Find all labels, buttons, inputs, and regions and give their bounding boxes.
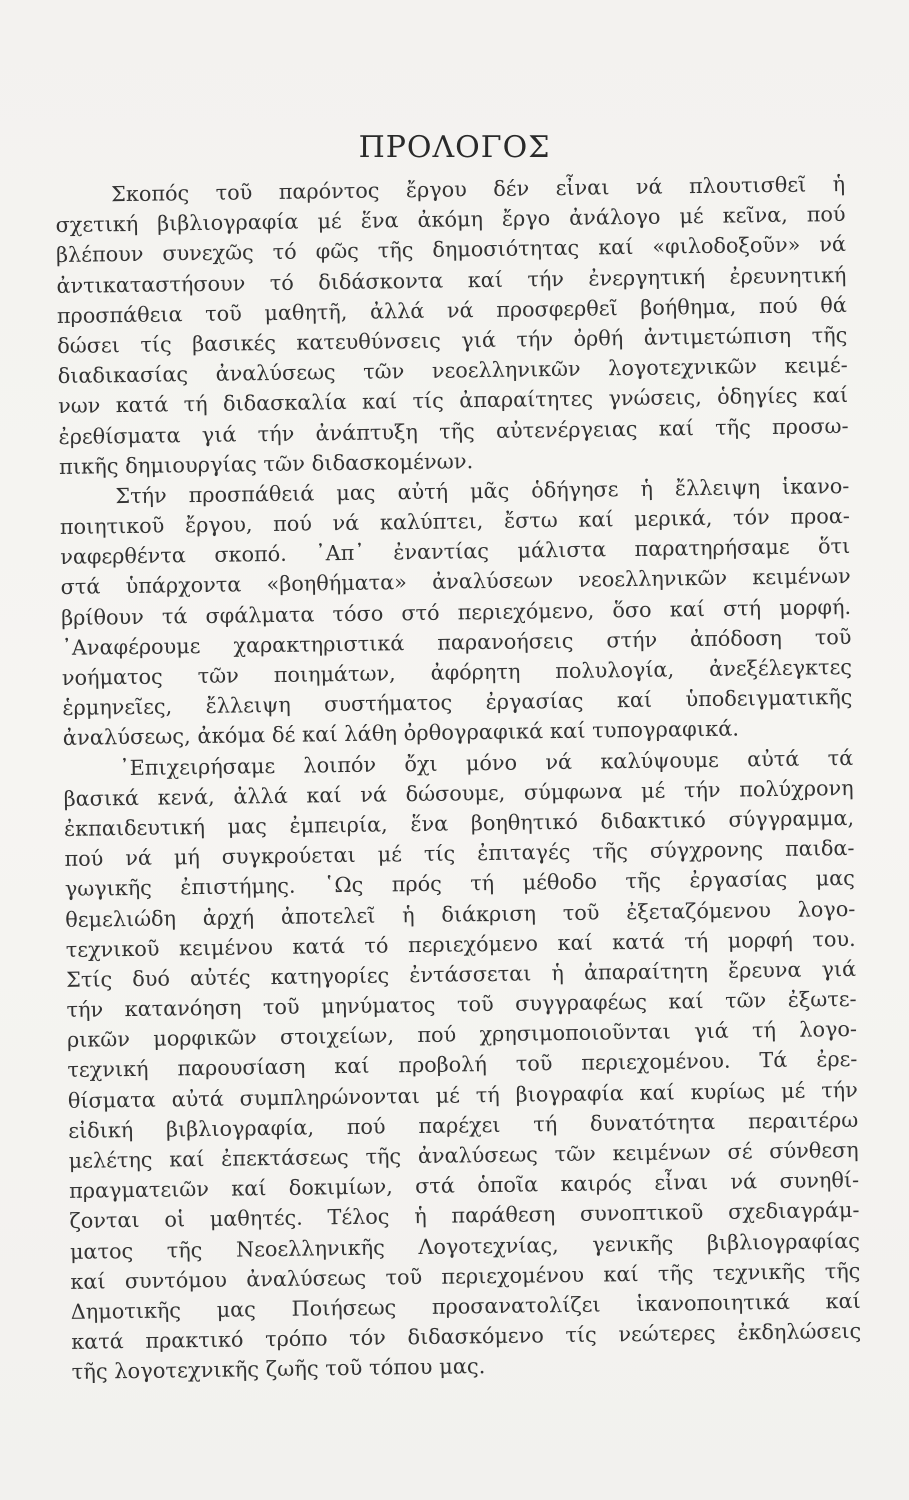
text-line: ᾿Αναφέρουμε χαρακτηριστικά παρανοήσεις στήν ἀπόδοση τοῦ	[61, 624, 852, 660]
text-line: δώσει τίς βασικές κατευθύνσεις γιά τήν ὀρθή ἀντιμετώπιση τῆς	[57, 322, 848, 358]
text-line: ρικῶν μορφικῶν στοιχείων, πού χρησιμοποιοῦνται γιά τή λογο-	[66, 1017, 858, 1053]
text-line: στά ὑπάρχοντα «βοηθήματα» ἀναλύσεων νεοελληνικῶν κειμένων	[60, 564, 851, 600]
text-line: ἀναλύσεως, ἀκόμα δέ καί λάθη ὀρθογραφικά καί τυπογραφικά.	[62, 716, 740, 751]
text-line: ναφερθέντα σκοπό. ᾿Απ᾿ ἐναντίας μάλιστα παρατηρήσαμε ὅτι	[60, 534, 851, 570]
text-line: ἀντικαταστήσουν τό διδάσκοντα καί τήν ἐνεργητική ἐρευνητική	[56, 262, 847, 298]
text-line: βασικά κενά, ἀλλά καί νά δώσουμε, σύμφωνα μέ τήν πολύχρονη	[63, 775, 854, 811]
text-line: διαδικασίας ἀναλύσεως τῶν νεοελληνικῶν λογοτεχνικῶν κειμέ-	[57, 353, 848, 389]
text-line: προσπάθεια τοῦ μαθητῆ, ἀλλά νά προσφερθεῖ βοήθημα, πού θά	[56, 292, 847, 328]
text-line: ζονται οἱ μαθητές. Τέλος ἡ παράθεση συνοπτικοῦ σχεδιαγράμ-	[69, 1198, 860, 1234]
text-line: πού νά μή συγκρούεται μέ τίς ἐπιταγές τῆς σύγχρονης παιδα-	[64, 836, 855, 872]
text-line: κατά πρακτικό τρόπο τόν διδασκόμενο τίς νεώτερες ἐκδηλώσεις	[71, 1318, 862, 1355]
text-line: ἐκπαιδευτική μας ἐμπειρία, ἕνα βοηθητικό διδακτικό σύγγραμμα,	[63, 805, 855, 841]
text-line: Στίς δυό αὐτές κατηγορίες ἐντάσσεται ἡ ἀπαραίτητη ἔρευνα γιά	[66, 956, 857, 992]
text-line: καί συντόμου ἀναλύσεως τοῦ περιεχομένου καί τῆς τεχνικῆς τῆς	[70, 1258, 861, 1294]
text-line: τῆς λογοτεχνικῆς ζωῆς τοῦ τόπου μας.	[71, 1354, 486, 1385]
text-line: μελέτης καί ἐπεκτάσεως τῆς ἀναλύσεως τῶν κειμένων σέ σύνθεση	[68, 1137, 859, 1173]
text-line: γωγικῆς ἐπιστήμης. ῾Ως πρός τή μέθοδο τῆς ἐργασίας μας	[64, 866, 855, 902]
text-line: Στήν προσπάθειά μας αὐτή μᾶς ὁδήγησε ἡ ἔλλειψη ἱκανο-	[115, 473, 850, 509]
text-line: πραγματειῶν καί δοκιμίων, στά ὁποῖα καιρός εἶναι νά συνηθί-	[68, 1168, 860, 1204]
text-line: εἰδική βιβλιογραφία, πού παρέχει τή δυνατότητα περαιτέρω	[68, 1107, 859, 1143]
text-line: τεχνική παρουσίαση καί προβολή τοῦ περιεχομένου. Τά ἐρε-	[67, 1047, 858, 1083]
text-line: νων κατά τή διδασκαλία καί τίς ἀπαραίτητες γνώσεις, ὁδηγίες καί	[57, 383, 849, 419]
text-line: ἑρμηνεῖες, ἔλλειψη συστήματος ἐργασίας καί ὑποδειγματικῆς	[62, 685, 853, 721]
prologue-text	[55, 169, 862, 1387]
text-line: βρίθουν τά σφάλματα τόσο στό περιεχόμενο, ὅσο καί στή μορφή.	[60, 594, 852, 630]
text-line: τήν κατανόηση τοῦ μηνύματος τοῦ συγγραφέως καί τῶν ἐξωτε-	[66, 986, 857, 1022]
text-line: πικῆς δημιουργίας τῶν διδασκομένων.	[58, 448, 474, 479]
text-line: τεχνικοῦ κειμένου κατά τό περιεχόμενο καί κατά τή μορφή του.	[65, 926, 856, 962]
text-line: ἐρεθίσματα γιά τήν ἀνάπτυξη τῆς αὐτενέργειας καί τῆς προσω-	[58, 413, 849, 449]
text-line: Σκοπός τοῦ παρόντος ἔργου δέν εἶναι νά πλουτισθεῖ ἡ	[111, 171, 846, 207]
text-line: σχετική βιβλιογραφία μέ ἕνα ἀκόμη ἔργο ἀνάλογο μέ κεῖνα, πού	[55, 202, 846, 238]
text-line: ποιητικοῦ ἔργου, πού νά καλύπτει, ἔστω καί μερικά, τόν προα-	[59, 503, 850, 540]
text-line: ᾿Επιχειρήσαμε λοιπόν ὄχι μόνο νά καλύψουμε αὐτά τά	[119, 745, 854, 780]
text-line: θεμελιώδη ἀρχή ἀποτελεῖ ἡ διάκριση τοῦ ἐξεταζόμενου λογο-	[65, 896, 856, 932]
text-line: ματος τῆς Νεοελληνικῆς Λογοτεχνίας, γενικῆς βιβλιογραφίας	[69, 1228, 861, 1264]
text-line: βλέπουν συνεχῶς τό φῶς τῆς δημοσιότητας καί «φιλοδοξοῦν» νά	[55, 232, 847, 268]
text-line: νοήματος τῶν ποιημάτων, ἀφόρητη πολυλογία, ἀνεξέλεγκτες	[61, 654, 853, 690]
page-title: ΠΡΟΛΟΓΟΣ	[358, 130, 551, 165]
text-line: θίσματα αὐτά συμπληρώνονται μέ τή βιογραφία καί κυρίως μέ τήν	[67, 1077, 858, 1113]
text-line: Δημοτικῆς μας Ποιήσεως προσανατολίζει ἱκανοποιητικά καί	[70, 1288, 861, 1324]
